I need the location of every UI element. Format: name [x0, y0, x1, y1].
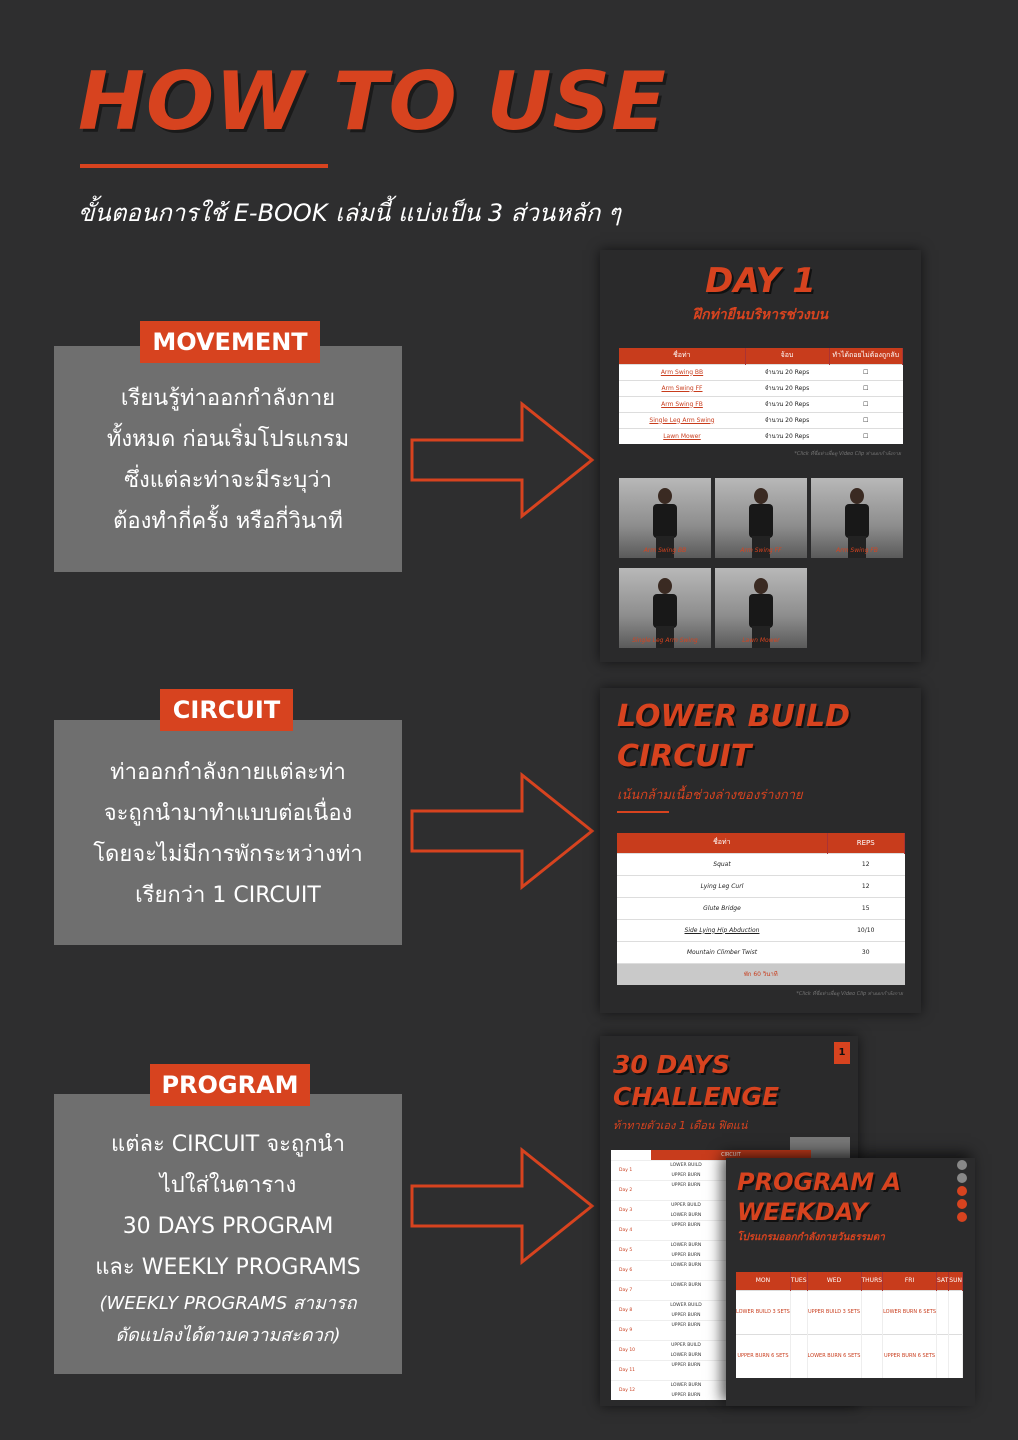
program-tag: PROGRAM	[150, 1064, 310, 1106]
circuit-name: LOWER BURN	[670, 1213, 702, 1218]
exercise-link[interactable]: Lawn Mower	[619, 428, 745, 444]
table-row	[617, 875, 905, 897]
schedule-cell: UPPER BURN 6 SETS	[883, 1334, 937, 1378]
circuit-cell	[651, 1301, 721, 1320]
circuit-name: UPPER BUILD	[671, 1343, 701, 1348]
schedule-cell: UPPER BUILD 3 SETS	[807, 1290, 861, 1334]
weekly-table	[736, 1272, 963, 1378]
exercise-link[interactable]: Arm Swing FF	[619, 380, 745, 396]
circuit-name: LOWER BUILD	[670, 1303, 702, 1308]
movement-line-4: ต้องทำกี่ครั้ง หรือกี่วินาที	[113, 509, 343, 534]
photo-caption: Lawn Mower	[742, 637, 780, 644]
program-line-4: และ WEEKLY PROGRAMS	[95, 1255, 361, 1280]
photo-caption: Arm Swing FF	[740, 547, 782, 554]
day-label: Day 4	[619, 1228, 633, 1233]
circuit-cell	[651, 1361, 721, 1380]
day-label: Day 3	[619, 1208, 633, 1213]
table-row	[619, 396, 903, 412]
weekday-header: TUES	[790, 1272, 807, 1290]
schedule-cell	[790, 1290, 807, 1334]
challenge-title-1: 30 DAYS	[613, 1050, 730, 1079]
table-row	[619, 412, 903, 428]
schedule-cell	[949, 1290, 963, 1334]
reps-value: 10/10	[827, 919, 905, 941]
schedule-cell	[937, 1334, 949, 1378]
circuit-cell	[651, 1261, 721, 1280]
weekday-header: FRI	[883, 1272, 937, 1290]
exercise-photo[interactable]	[811, 478, 903, 558]
page-subtitle: ขั้นตอนการใช้ E-BOOK เล่มนี้ แบ่งเป็น 3 ส่วนหลัก ๆ	[78, 199, 621, 227]
schedule-cell	[937, 1290, 949, 1334]
circuit-name: UPPER BURN	[671, 1363, 701, 1368]
checkbox[interactable]: ☐	[829, 428, 903, 444]
program-subtitle: โปรแกรมออกกำลังกายวันธรรมดา	[737, 1232, 885, 1243]
table-header: CIRCUIT	[651, 1150, 811, 1160]
weekday-header: MON	[736, 1272, 790, 1290]
exercise-name[interactable]: Side Lying Hip Abduction	[617, 919, 827, 941]
program-panel	[54, 1094, 402, 1374]
schedule-cell: LOWER BURN 6 SETS	[883, 1290, 937, 1334]
exercise-photo[interactable]	[619, 568, 711, 648]
photo-caption: Arm Swing BB	[643, 547, 687, 554]
schedule-cell	[861, 1334, 883, 1378]
page-title: HOW TO USE	[78, 55, 667, 148]
pagination-dots	[957, 1160, 967, 1222]
day-label: Day 7	[619, 1288, 633, 1293]
circuit-cell	[651, 1381, 721, 1400]
circuit-footnote: *Click ที่ชื่อท่าเพื่อดู Video Clip ท่าออกกำลังกาย	[796, 991, 903, 997]
weekday-header: SAT	[937, 1272, 949, 1290]
photo-caption: Arm Swing FB	[836, 547, 878, 554]
challenge-subtitle: ท้าทายตัวเอง 1 เดือน ฟิตแน่	[613, 1119, 748, 1132]
table-row	[619, 380, 903, 396]
exercise-name[interactable]: Lying Leg Curl	[617, 875, 827, 897]
dot-icon[interactable]	[957, 1199, 967, 1209]
circuit-name: LOWER BURN	[670, 1283, 702, 1288]
circuit-title-2: CIRCUIT	[617, 739, 752, 774]
table-row	[617, 853, 905, 875]
circuit-cell	[651, 1201, 721, 1220]
day-label: Day 8	[619, 1308, 633, 1313]
checkbox[interactable]: ☐	[829, 364, 903, 380]
circuit-cell	[651, 1181, 721, 1200]
weekday-header: WED	[807, 1272, 861, 1290]
circuit-cell	[651, 1241, 721, 1260]
circuit-line-2: จะถูกนำมาทำแบบต่อเนื่อง	[103, 801, 353, 826]
circuit-tag: CIRCUIT	[160, 689, 293, 731]
day-label: Day 2	[619, 1188, 633, 1193]
exercise-name[interactable]: Mountain Climber Twist	[617, 941, 827, 963]
day-label: Day 6	[619, 1268, 633, 1273]
program-line-1: แต่ละ CIRCUIT จะถูกนำ	[111, 1132, 345, 1157]
reps-value: 30	[827, 941, 905, 963]
circuit-name: LOWER BURN	[670, 1383, 702, 1388]
movement-tag: MOVEMENT	[140, 321, 320, 363]
dot-icon[interactable]	[957, 1212, 967, 1222]
circuit-name: LOWER BURN	[670, 1243, 702, 1248]
table-cell: จำนวน 20 Reps	[745, 428, 829, 444]
circuit-title-1: LOWER BUILD	[617, 699, 851, 734]
schedule-cell: LOWER BUILD 3 SETS	[736, 1290, 790, 1334]
exercise-photo[interactable]	[715, 478, 807, 558]
program-note-2: ดัดแปลงได้ตามความสะดวก)	[115, 1325, 341, 1346]
program-note-1: (WEEKLY PROGRAMS สามารถ	[99, 1293, 357, 1314]
day1-preview-page	[600, 250, 921, 662]
table-row	[617, 897, 905, 919]
table-cell: จำนวน 20 Reps	[745, 364, 829, 380]
day-label: Day 12	[619, 1388, 636, 1393]
checkbox[interactable]: ☐	[829, 412, 903, 428]
table-cell: จำนวน 20 Reps	[745, 412, 829, 428]
exercise-photo[interactable]	[715, 568, 807, 648]
day1-table	[619, 348, 903, 444]
exercise-link[interactable]: Single Leg Arm Swing	[619, 412, 745, 428]
movement-line-1: เรียนรู้ท่าออกกำลังกาย	[120, 386, 336, 411]
circuit-name: UPPER BURN	[671, 1393, 701, 1398]
arrow-right-icon	[410, 400, 600, 520]
photo-caption: Single Leg Arm Swing	[632, 637, 698, 644]
schedule-cell	[949, 1334, 963, 1378]
page-number-badge: 1	[834, 1042, 850, 1064]
table-row	[736, 1290, 963, 1334]
circuit-subtitle: เน้นกล้ามเนื้อช่วงล่างของร่างกาย	[617, 788, 803, 803]
dot-icon[interactable]	[957, 1186, 967, 1196]
day1-footnote: *Click ที่ชื่อท่าเพื่อดู Video Clip ท่าออกกำลังกาย	[794, 451, 901, 457]
movement-panel	[54, 346, 402, 572]
dot-icon[interactable]	[957, 1160, 967, 1170]
reps-value: 12	[827, 875, 905, 897]
table-row	[617, 919, 905, 941]
table-row	[619, 364, 903, 380]
rest-row: พัก 60 วินาที	[617, 963, 905, 985]
circuit-cell	[651, 1281, 721, 1300]
table-cell: จำนวน 20 Reps	[745, 380, 829, 396]
exercise-name[interactable]: Glute Bridge	[617, 897, 827, 919]
table-header: ทำได้ถอยไม่ต้องถูกลับ	[829, 348, 903, 364]
circuit-cell	[651, 1341, 721, 1360]
weekday-header: THURS	[861, 1272, 883, 1290]
reps-value: 15	[827, 897, 905, 919]
exercise-name[interactable]: Squat	[617, 853, 827, 875]
schedule-cell: LOWER BURN 6 SETS	[807, 1334, 861, 1378]
challenge-title-2: CHALLENGE	[613, 1082, 780, 1111]
program-line-3: 30 DAYS PROGRAM	[122, 1214, 334, 1239]
arrow-right-icon	[410, 1146, 600, 1266]
day1-subtitle: ฝึกท่ายืนบริหารช่วงบน	[692, 307, 829, 323]
circuit-name: LOWER BURN	[670, 1353, 702, 1358]
table-cell: จำนวน 20 Reps	[745, 396, 829, 412]
circuit-name: UPPER BURN	[671, 1183, 701, 1188]
schedule-cell: UPPER BURN 6 SETS	[736, 1334, 790, 1378]
schedule-cell	[861, 1290, 883, 1334]
exercise-link[interactable]: Arm Swing FB	[619, 396, 745, 412]
dot-icon[interactable]	[957, 1173, 967, 1183]
day-label: Day 10	[619, 1348, 636, 1353]
table-header: ชื่อท่า	[617, 833, 827, 853]
day-label: Day 1	[619, 1168, 633, 1173]
circuit-name: UPPER BURN	[671, 1223, 701, 1228]
reps-value: 12	[827, 853, 905, 875]
circuit-cell	[651, 1321, 721, 1340]
circuit-line-3: โดยจะไม่มีการพักระหว่างท่า	[93, 842, 363, 867]
table-row	[617, 941, 905, 963]
table-header: ชื่อท่า	[619, 348, 745, 364]
circuit-name: LOWER BURN	[670, 1263, 702, 1268]
exercise-photo[interactable]	[619, 478, 711, 558]
exercise-link[interactable]: Arm Swing BB	[619, 364, 745, 380]
day1-title: DAY 1	[705, 261, 816, 301]
program-title-1: PROGRAM A	[737, 1168, 902, 1196]
arrow-right-icon	[410, 771, 600, 891]
movement-line-3: ซึ่งแต่ละท่าจะมีระบุว่า	[124, 468, 332, 493]
program-preview-page	[726, 1158, 975, 1406]
circuit-name: UPPER BUILD	[671, 1203, 701, 1208]
table-row	[619, 428, 903, 444]
program-title-2: WEEKDAY	[737, 1198, 868, 1226]
circuit-name: UPPER BURN	[671, 1313, 701, 1318]
title-underline	[80, 164, 328, 168]
circuit-panel	[54, 720, 402, 945]
checkbox[interactable]: ☐	[829, 380, 903, 396]
circuit-table	[617, 833, 905, 985]
circuit-name: UPPER BURN	[671, 1253, 701, 1258]
day-label: Day 9	[619, 1328, 633, 1333]
movement-line-2: ทั้งหมด ก่อนเริ่มโปรแกรม	[106, 427, 350, 452]
day-label: Day 11	[619, 1368, 636, 1373]
schedule-cell	[790, 1334, 807, 1378]
circuit-line-1: ท่าออกกำลังกายแต่ละท่า	[110, 760, 346, 785]
circuit-divider	[617, 811, 669, 813]
checkbox[interactable]: ☐	[829, 396, 903, 412]
circuit-cell	[651, 1221, 721, 1240]
table-header: REPS	[827, 833, 905, 853]
circuit-name: UPPER BURN	[671, 1173, 701, 1178]
circuit-cell	[651, 1161, 721, 1180]
table-header: จ้อบ	[745, 348, 829, 364]
circuit-name: UPPER BURN	[671, 1323, 701, 1328]
circuit-name: LOWER BUILD	[670, 1163, 702, 1168]
circuit-preview-page	[600, 688, 921, 1013]
circuit-line-4: เรียกว่า 1 CIRCUIT	[135, 883, 321, 908]
program-line-2: ไปใส่ในตาราง	[159, 1173, 297, 1198]
day-label: Day 5	[619, 1248, 633, 1253]
table-row	[736, 1334, 963, 1378]
weekday-header: SUN	[949, 1272, 963, 1290]
